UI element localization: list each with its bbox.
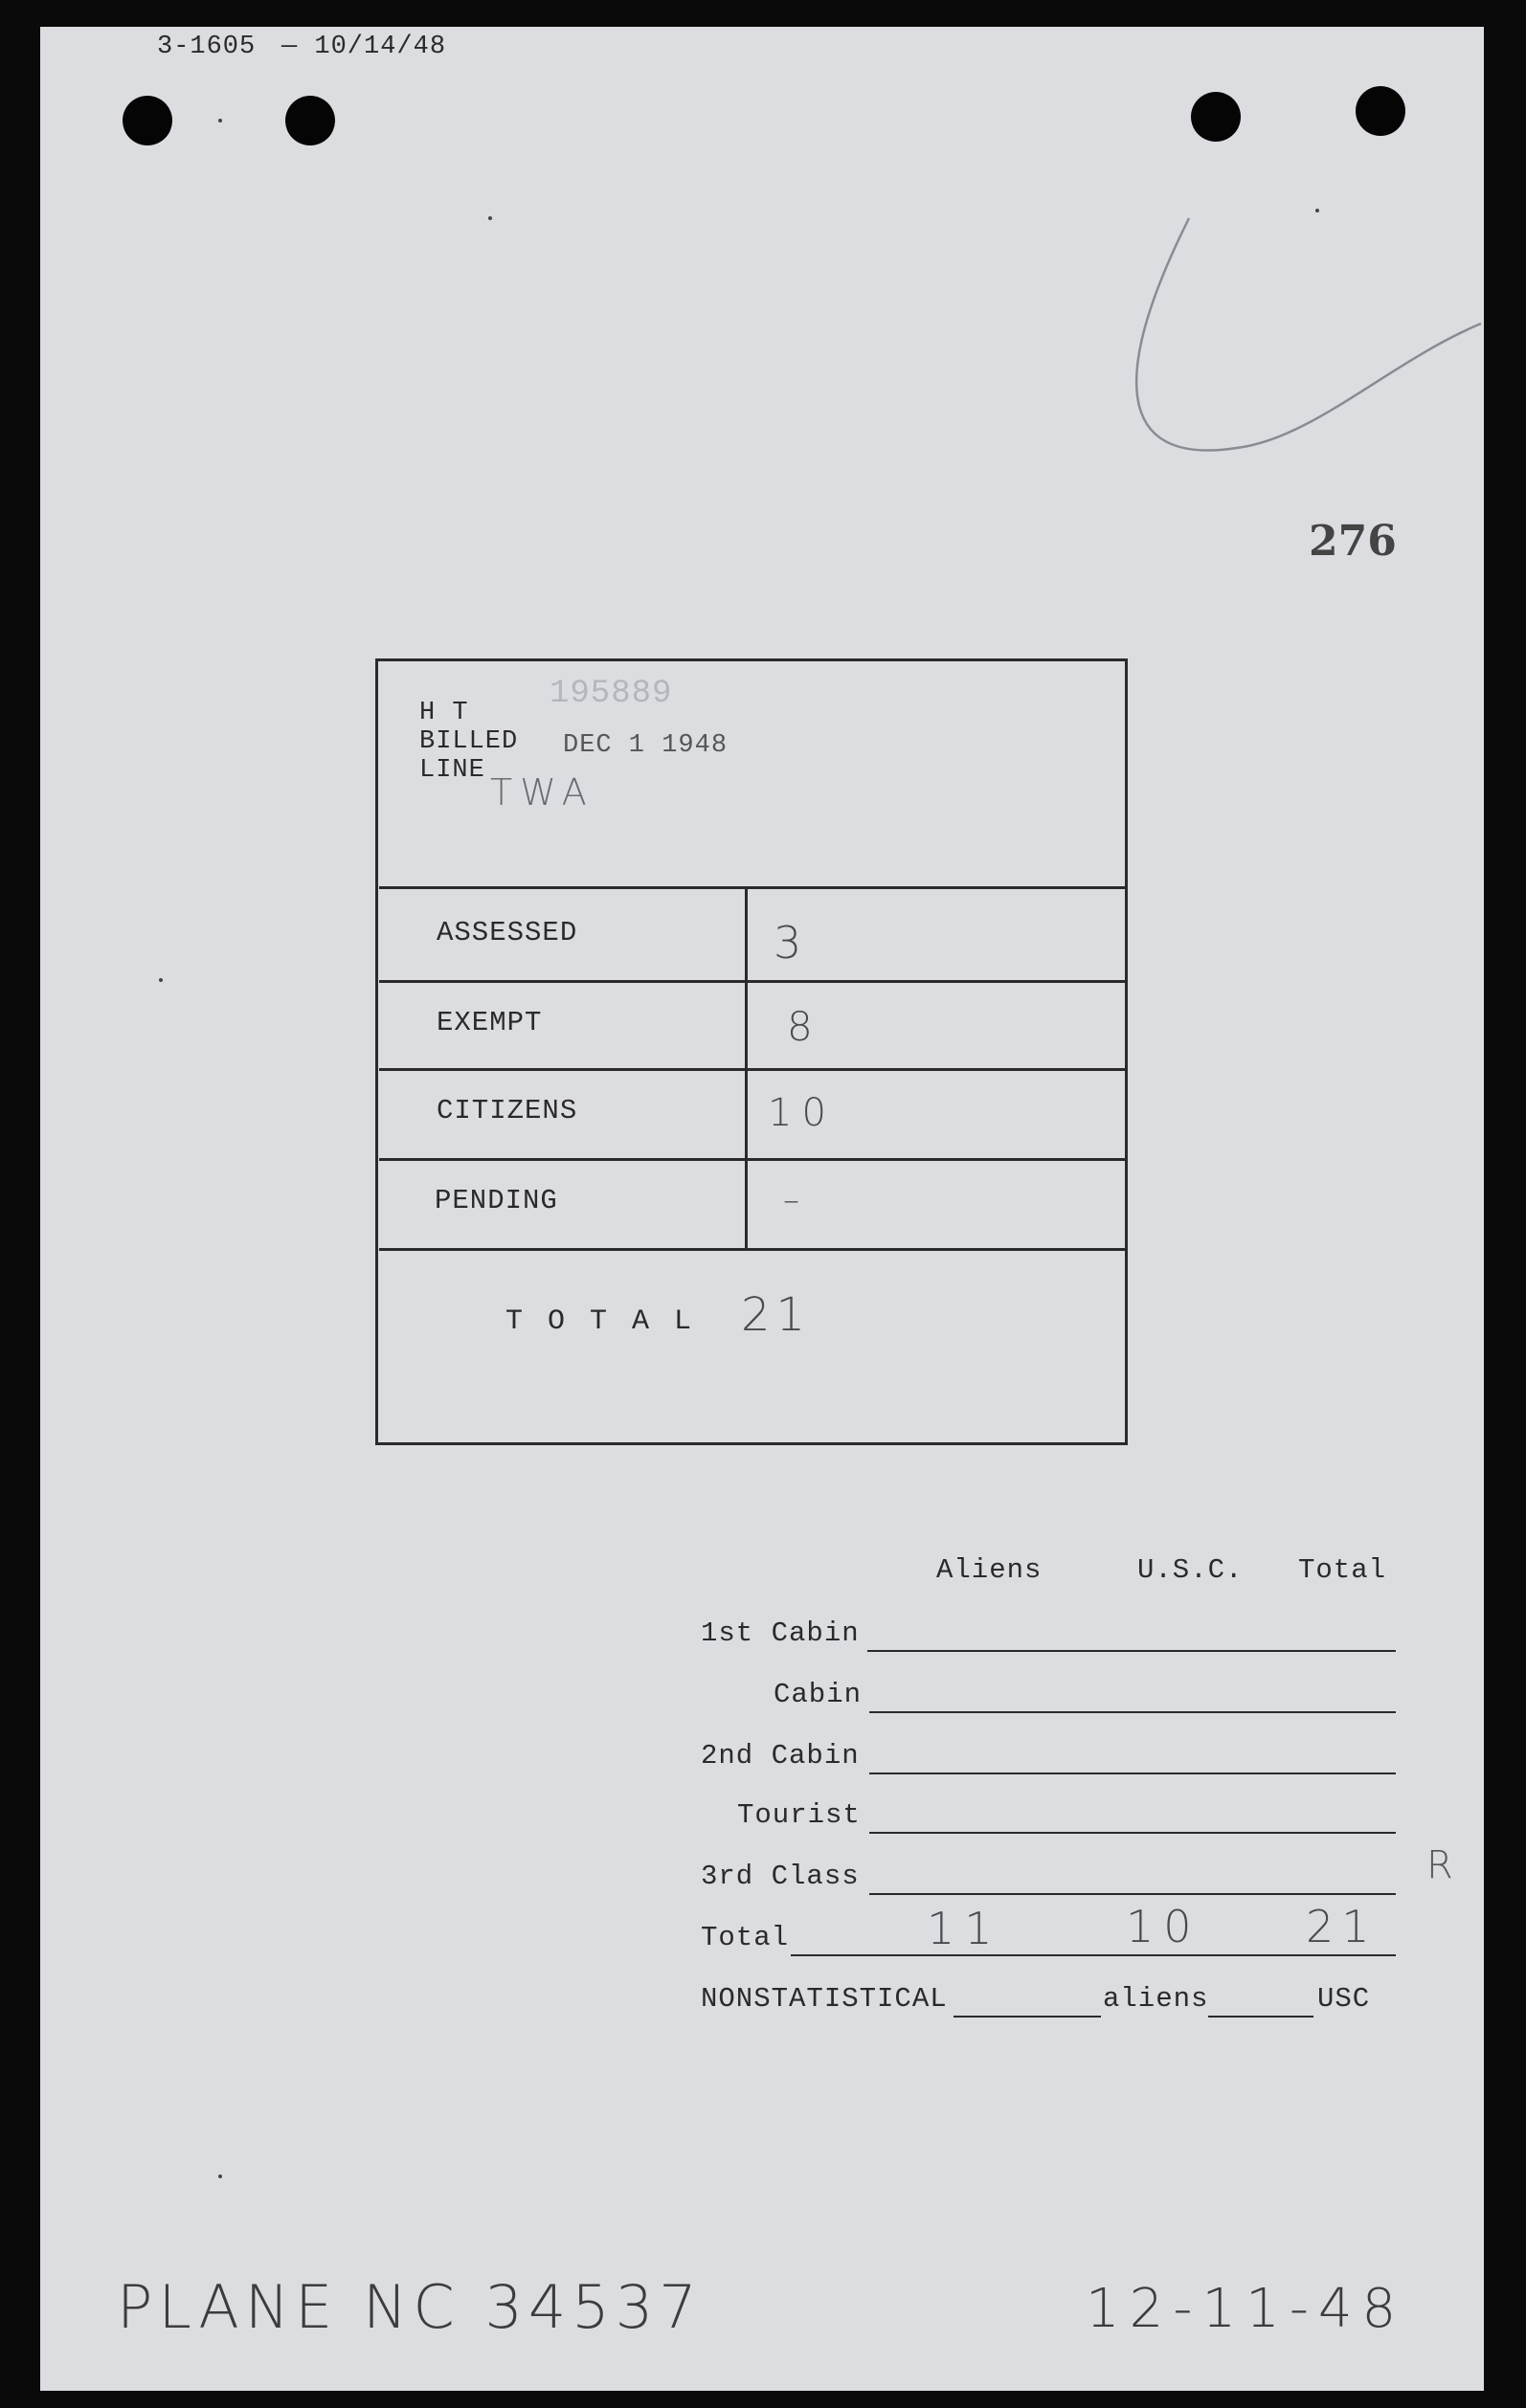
row-value-citizens: 10 [768,1091,836,1135]
fill-line [869,1893,1396,1895]
class-row-label: Cabin [774,1679,863,1710]
total-row-label: Total [701,1922,790,1953]
stamped-number: 195889 [550,676,673,712]
col-total: Total [1298,1554,1387,1586]
speck [159,978,163,982]
row-label-pending: PENDING [435,1185,558,1216]
aliens-label: aliens [1103,1983,1209,2015]
manifest-card [40,27,1484,2391]
punch-hole-icon [285,96,335,145]
speck [218,119,222,123]
row-value-exempt: 8 [787,1003,813,1050]
line-label: LINE [419,756,485,785]
divider [379,1068,1126,1071]
punch-hole-icon [123,96,172,145]
row-label-assessed: ASSESSED [437,917,578,948]
fill-line [869,1832,1396,1834]
divider [379,980,1126,983]
col-usc: U.S.C. [1137,1554,1244,1586]
column-divider [745,886,748,1248]
usc-label: USC [1317,1983,1371,2015]
form-number: 3-1605 [157,33,257,61]
punch-hole-icon [1191,92,1241,142]
fill-line [1208,2016,1313,2018]
punch-hole-icon [1356,86,1405,136]
row-value-pending: – [783,1181,799,1219]
plane-note: PLANE NC 34537 [117,2272,703,2342]
total-value: 21 [741,1288,812,1342]
total-usc: 10 [1126,1901,1201,1952]
col-aliens: Aliens [936,1554,1043,1586]
ht-label: H T [419,699,469,727]
class-row-label: 1st Cabin [701,1617,860,1649]
stamped-date: DEC 1 1948 [563,731,729,760]
total-label: T O T A L [505,1305,696,1338]
speck [218,2174,222,2178]
total-aliens: 11 [927,1903,1002,1954]
divider [379,1248,1126,1251]
class-row-label: 2nd Cabin [701,1740,860,1772]
nonstatistical-label: NONSTATISTICAL [701,1983,948,2015]
row-label-exempt: EXEMPT [437,1007,543,1038]
row-value-assessed: 3 [774,917,802,969]
divider [379,886,1126,889]
total-total: 21 [1306,1901,1378,1952]
date-note: 12-11-48 [1086,2278,1406,2340]
row-label-citizens: CITIZENS [437,1095,578,1126]
pencil-curve-mark [1074,180,1484,486]
form-date: — 10/14/48 [281,33,447,61]
page-number: 276 [1309,517,1397,566]
divider [379,1158,1126,1161]
fill-line [867,1650,1396,1652]
line-value: TWA [490,771,595,814]
billed-label: BILLED [419,727,519,756]
fill-line [869,1773,1396,1774]
speck [488,216,492,220]
class-row-label: Tourist [737,1799,861,1831]
margin-mark: R [1426,1843,1453,1887]
fill-line [869,1711,1396,1713]
speck [1315,209,1319,212]
class-row-label: 3rd Class [701,1861,860,1892]
fill-line [791,1954,1396,1956]
fill-line [954,2016,1101,2018]
